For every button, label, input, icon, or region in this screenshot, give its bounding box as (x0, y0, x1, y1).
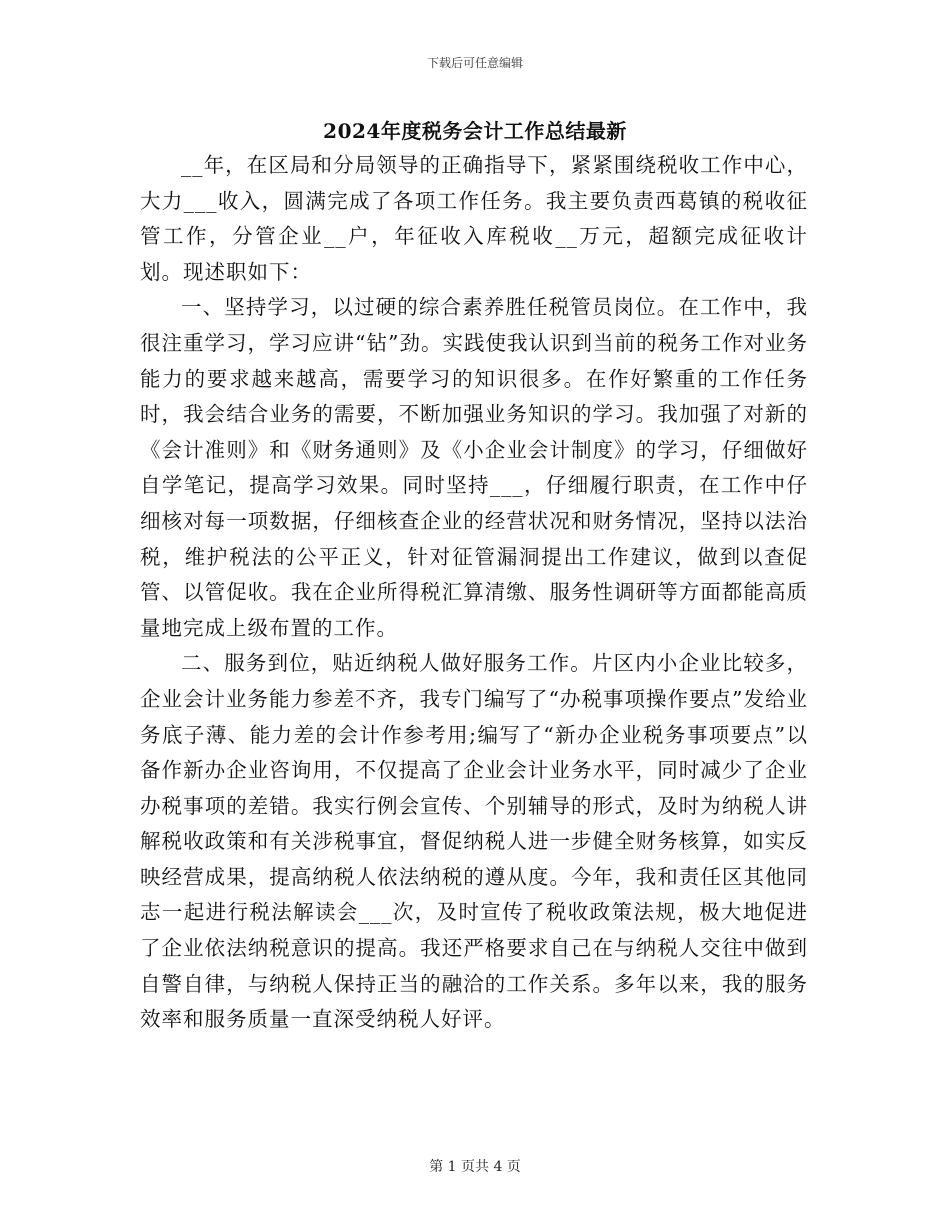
document-title: 2024年度税务会计工作总结最新 (323, 119, 627, 143)
document-body (140, 148, 808, 1038)
header-note: 下载后可任意编辑 (426, 56, 523, 70)
paragraph-section-2: 二、服务到位，贴近纳税人做好服务工作。片区内小企业比较多，企业会计业务能力参差不齐，我专门编写了“办税事项操作要点”发给业务底子薄、能力差的会计作参考用;编写了“新办企业税务事项要点”以备作新办企业咨询用，不仅提高了企业会计业务水平，同时减少了企业办税事项的差错。我实行例会宣传、个别辅导的形式，及时为纳税人讲解税收政策和有关涉税事宜，督促纳税人进一步健全财务核算，如实反映经营成果，提高纳税人依法纳税的遵从度。今年，我和责任区其他同志一起进行税法解读会___次，及时宣传了税收政策法规，极大地促进了企业依法纳税意识的提高。我还严格要求自己在与纳税人交往中做到自警自律，与纳税人保持正当的融洽的工作关系。多年以来，我的服务效率和服务质量一直深受纳税人好评。 (140, 651, 808, 1032)
paragraph-intro: __年，在区局和分局领导的正确指导下，紧紧围绕税收工作中心，大力___收入，圆满完成了各项工作任务。我主要负责西葛镇的税收征管工作，分管企业__户，年征收入库税收__万元，超额完成征收计划。现述职如下： (140, 153, 808, 284)
page-footer: 第 1 页共 4 页 (429, 1159, 521, 1175)
paragraph-section-1: 一、坚持学习，以过硬的综合素养胜任税管员岗位。在工作中，我很注重学习，学习应讲“钻”劲。实践使我认识到当前的税务工作对业务能力的要求越来越高，需要学习的知识很多。在作好繁重的工作任务时，我会结合业务的需要，不断加强业务知识的学习。我加强了对新的《会计准则》和《财务通则》及《小企业会计制度》的学习，仔细做好自学笔记，提高学习效果。同时坚持___，仔细履行职责，在工作中仔细核对每一项数据，仔细核查企业的经营状况和财务情况，坚持以法治税，维护税法的公平正义，针对征管漏洞提出工作建议，做到以查促管、以管促收。我在企业所得税汇算清缴、服务性调研等方面都能高质量地完成上级布置的工作。 (140, 295, 808, 640)
